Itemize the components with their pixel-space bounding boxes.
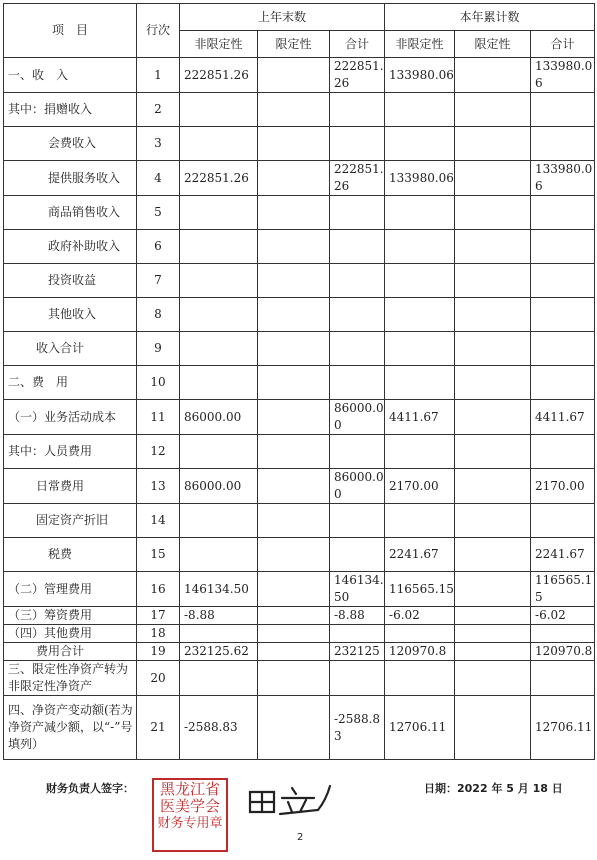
- row-line-no: 9: [137, 332, 180, 366]
- cur-total-value: 2170.00: [531, 469, 595, 504]
- header-item: 项 目: [4, 4, 137, 58]
- prev-total-value: -8.88: [330, 607, 385, 625]
- cur-restricted-value: [455, 127, 531, 161]
- row-label: 会费收入: [4, 127, 137, 161]
- prev-unrestricted-value: [180, 504, 258, 538]
- prev-total-value: -2588.83: [330, 696, 385, 760]
- table-row: [4, 93, 595, 127]
- cur-total-value: [531, 127, 595, 161]
- cur-unrestricted-value: 12706.11: [385, 696, 455, 760]
- prev-restricted-value: [258, 538, 330, 572]
- table-row: [4, 504, 595, 538]
- table-row: [4, 366, 595, 400]
- prev-unrestricted-value: -8.88: [180, 607, 258, 625]
- prev-restricted-value: [258, 469, 330, 504]
- header-cur-unrestricted: 非限定性: [385, 31, 455, 58]
- cur-total-value: 133980.06: [531, 58, 595, 93]
- cur-unrestricted-value: [385, 435, 455, 469]
- prev-total-value: 86000.00: [330, 400, 385, 435]
- row-label: 其他收入: [4, 298, 137, 332]
- prev-unrestricted-value: [180, 625, 258, 643]
- row-label: 其中：人员费用: [4, 435, 137, 469]
- cur-restricted-value: [455, 504, 531, 538]
- table-row: [4, 230, 595, 264]
- activity-statement-table: [3, 3, 595, 760]
- cur-total-value: [531, 435, 595, 469]
- prev-restricted-value: [258, 58, 330, 93]
- cur-total-value: 120970.8: [531, 643, 595, 661]
- cur-total-value: -6.02: [531, 607, 595, 625]
- table-row: [4, 625, 595, 643]
- prev-total-value: [330, 230, 385, 264]
- row-line-no: 5: [137, 196, 180, 230]
- row-line-no: 20: [137, 661, 180, 696]
- table-row: [4, 643, 595, 661]
- row-line-no: 17: [137, 607, 180, 625]
- row-line-no: 3: [137, 127, 180, 161]
- cur-restricted-value: [455, 58, 531, 93]
- cur-total-value: 4411.67: [531, 400, 595, 435]
- row-label: 费用合计: [4, 643, 137, 661]
- table-row: [4, 538, 595, 572]
- row-line-no: 21: [137, 696, 180, 760]
- prev-total-value: [330, 366, 385, 400]
- row-line-no: 2: [137, 93, 180, 127]
- cur-total-value: [531, 332, 595, 366]
- cur-unrestricted-value: [385, 230, 455, 264]
- prev-restricted-value: [258, 435, 330, 469]
- prev-unrestricted-value: 86000.00: [180, 469, 258, 504]
- cur-unrestricted-value: [385, 264, 455, 298]
- cur-restricted-value: [455, 298, 531, 332]
- prev-unrestricted-value: [180, 366, 258, 400]
- row-line-no: 7: [137, 264, 180, 298]
- table-row: [4, 572, 595, 607]
- cur-restricted-value: [455, 264, 531, 298]
- prev-total-value: 86000.00: [330, 469, 385, 504]
- row-label: （四）其他费用: [4, 625, 137, 643]
- prev-total-value: 222851.26: [330, 161, 385, 196]
- cur-unrestricted-value: 133980.06: [385, 161, 455, 196]
- prev-restricted-value: [258, 161, 330, 196]
- cur-restricted-value: [455, 607, 531, 625]
- cur-restricted-value: [455, 400, 531, 435]
- cur-unrestricted-value: 120970.8: [385, 643, 455, 661]
- cur-unrestricted-value: 133980.06: [385, 58, 455, 93]
- prev-restricted-value: [258, 643, 330, 661]
- prev-restricted-value: [258, 298, 330, 332]
- row-line-no: 13: [137, 469, 180, 504]
- prev-unrestricted-value: [180, 230, 258, 264]
- row-label: （二）管理费用: [4, 572, 137, 607]
- prev-unrestricted-value: [180, 435, 258, 469]
- cur-unrestricted-value: [385, 625, 455, 643]
- prev-restricted-value: [258, 504, 330, 538]
- cur-total-value: 2241.67: [531, 538, 595, 572]
- prev-total-value: [330, 435, 385, 469]
- table-row: [4, 696, 595, 760]
- cur-unrestricted-value: 116565.15: [385, 572, 455, 607]
- cur-total-value: 133980.06: [531, 161, 595, 196]
- prev-total-value: 146134.50: [330, 572, 385, 607]
- cur-restricted-value: [455, 572, 531, 607]
- cur-restricted-value: [455, 161, 531, 196]
- signer-label: 财务负责人签字：: [46, 782, 134, 795]
- row-line-no: 4: [137, 161, 180, 196]
- prev-unrestricted-value: [180, 196, 258, 230]
- cur-unrestricted-value: [385, 298, 455, 332]
- prev-restricted-value: [258, 607, 330, 625]
- prev-total-value: 232125: [330, 643, 385, 661]
- row-label: 政府补助收入: [4, 230, 137, 264]
- prev-total-value: [330, 196, 385, 230]
- header-prev-restricted: 限定性: [258, 31, 330, 58]
- prev-restricted-value: [258, 264, 330, 298]
- prev-unrestricted-value: [180, 127, 258, 161]
- cur-unrestricted-value: 4411.67: [385, 400, 455, 435]
- prev-total-value: [330, 264, 385, 298]
- cur-total-value: 12706.11: [531, 696, 595, 760]
- header-prev-total: 合计: [330, 31, 385, 58]
- cur-unrestricted-value: [385, 366, 455, 400]
- table-row: [4, 264, 595, 298]
- cur-total-value: [531, 298, 595, 332]
- table-row: [4, 435, 595, 469]
- cur-restricted-value: [455, 538, 531, 572]
- row-line-no: 19: [137, 643, 180, 661]
- prev-total-value: [330, 298, 385, 332]
- cur-restricted-value: [455, 696, 531, 760]
- cur-restricted-value: [455, 332, 531, 366]
- row-line-no: 16: [137, 572, 180, 607]
- row-label: 收入合计: [4, 332, 137, 366]
- prev-restricted-value: [258, 196, 330, 230]
- signature-image: [244, 782, 334, 820]
- row-line-no: 11: [137, 400, 180, 435]
- prev-restricted-value: [258, 332, 330, 366]
- prev-total-value: [330, 538, 385, 572]
- prev-total-value: [330, 332, 385, 366]
- finance-seal: [152, 778, 228, 852]
- row-label: （一）业务活动成本: [4, 400, 137, 435]
- prev-total-value: [330, 93, 385, 127]
- report-date: 日期：2022 年 5 月 18 日: [424, 782, 563, 795]
- prev-unrestricted-value: [180, 298, 258, 332]
- prev-total-value: 222851.26: [330, 58, 385, 93]
- prev-unrestricted-value: [180, 264, 258, 298]
- row-line-no: 6: [137, 230, 180, 264]
- cur-restricted-value: [455, 661, 531, 696]
- prev-unrestricted-value: [180, 538, 258, 572]
- row-label: 税费: [4, 538, 137, 572]
- prev-restricted-value: [258, 661, 330, 696]
- prev-restricted-value: [258, 366, 330, 400]
- row-line-no: 14: [137, 504, 180, 538]
- prev-restricted-value: [258, 400, 330, 435]
- row-line-no: 1: [137, 58, 180, 93]
- prev-unrestricted-value: 222851.26: [180, 58, 258, 93]
- seal-line: 黑龙江省: [159, 780, 220, 798]
- prev-restricted-value: [258, 93, 330, 127]
- cur-unrestricted-value: -6.02: [385, 607, 455, 625]
- cur-total-value: [531, 625, 595, 643]
- table-row: [4, 607, 595, 625]
- cur-unrestricted-value: [385, 504, 455, 538]
- row-line-no: 12: [137, 435, 180, 469]
- prev-unrestricted-value: [180, 661, 258, 696]
- prev-unrestricted-value: 222851.26: [180, 161, 258, 196]
- prev-total-value: [330, 504, 385, 538]
- cur-total-value: [531, 264, 595, 298]
- table-row: [4, 161, 595, 196]
- cur-restricted-value: [455, 469, 531, 504]
- cur-unrestricted-value: [385, 661, 455, 696]
- cur-unrestricted-value: 2170.00: [385, 469, 455, 504]
- prev-restricted-value: [258, 572, 330, 607]
- row-label: 投资收益: [4, 264, 137, 298]
- prev-total-value: [330, 625, 385, 643]
- cur-total-value: [531, 196, 595, 230]
- cur-unrestricted-value: [385, 332, 455, 366]
- cur-restricted-value: [455, 230, 531, 264]
- row-label: 固定资产折旧: [4, 504, 137, 538]
- row-line-no: 8: [137, 298, 180, 332]
- header-line-no: 行次: [137, 4, 180, 58]
- row-label: 一、收 入: [4, 58, 137, 93]
- row-label: 其中：捐赠收入: [4, 93, 137, 127]
- cur-total-value: [531, 366, 595, 400]
- table-row: [4, 332, 595, 366]
- prev-unrestricted-value: 86000.00: [180, 400, 258, 435]
- cur-unrestricted-value: 2241.67: [385, 538, 455, 572]
- table-row: [4, 196, 595, 230]
- cur-total-value: [531, 93, 595, 127]
- cur-restricted-value: [455, 196, 531, 230]
- table-row: [4, 58, 595, 93]
- cur-unrestricted-value: [385, 196, 455, 230]
- prev-restricted-value: [258, 696, 330, 760]
- cur-restricted-value: [455, 435, 531, 469]
- prev-restricted-value: [258, 127, 330, 161]
- handwritten-signature: [244, 782, 334, 824]
- prev-restricted-value: [258, 230, 330, 264]
- row-label: 二、费 用: [4, 366, 137, 400]
- row-line-no: 10: [137, 366, 180, 400]
- prev-unrestricted-value: [180, 93, 258, 127]
- row-label: 三、限定性净资产转为非限定性净资产: [4, 661, 137, 696]
- table-row: [4, 127, 595, 161]
- prev-unrestricted-value: -2588.83: [180, 696, 258, 760]
- cur-total-value: [531, 661, 595, 696]
- row-label: 四、净资产变动额(若为净资产减少额，以“-”号填列）: [4, 696, 137, 760]
- table-row: [4, 661, 595, 696]
- row-line-no: 15: [137, 538, 180, 572]
- cur-total-value: 116565.15: [531, 572, 595, 607]
- page-number: 2: [297, 832, 304, 843]
- prev-unrestricted-value: 146134.50: [180, 572, 258, 607]
- table-row: [4, 400, 595, 435]
- cur-total-value: [531, 230, 595, 264]
- prev-total-value: [330, 661, 385, 696]
- seal-line: 财务专用章: [157, 816, 223, 831]
- cur-restricted-value: [455, 93, 531, 127]
- header-current-year-cum: 本年累计数: [385, 4, 595, 31]
- cur-unrestricted-value: [385, 93, 455, 127]
- header-prev-year-end: 上年末数: [180, 4, 385, 31]
- cur-total-value: [531, 504, 595, 538]
- header-cur-restricted: 限定性: [455, 31, 531, 58]
- row-label: 商品销售收入: [4, 196, 137, 230]
- table-row: [4, 298, 595, 332]
- prev-restricted-value: [258, 625, 330, 643]
- prev-total-value: [330, 127, 385, 161]
- row-label: 提供服务收入: [4, 161, 137, 196]
- prev-unrestricted-value: 232125.62: [180, 643, 258, 661]
- row-line-no: 18: [137, 625, 180, 643]
- row-label: （三）筹资费用: [4, 607, 137, 625]
- header-prev-unrestricted: 非限定性: [180, 31, 258, 58]
- cur-restricted-value: [455, 625, 531, 643]
- table-row: [4, 469, 595, 504]
- prev-unrestricted-value: [180, 332, 258, 366]
- cur-restricted-value: [455, 643, 531, 661]
- seal-line: 医美学会: [159, 797, 220, 815]
- cur-restricted-value: [455, 366, 531, 400]
- header-cur-total: 合计: [531, 31, 595, 58]
- row-label: 日常费用: [4, 469, 137, 504]
- cur-unrestricted-value: [385, 127, 455, 161]
